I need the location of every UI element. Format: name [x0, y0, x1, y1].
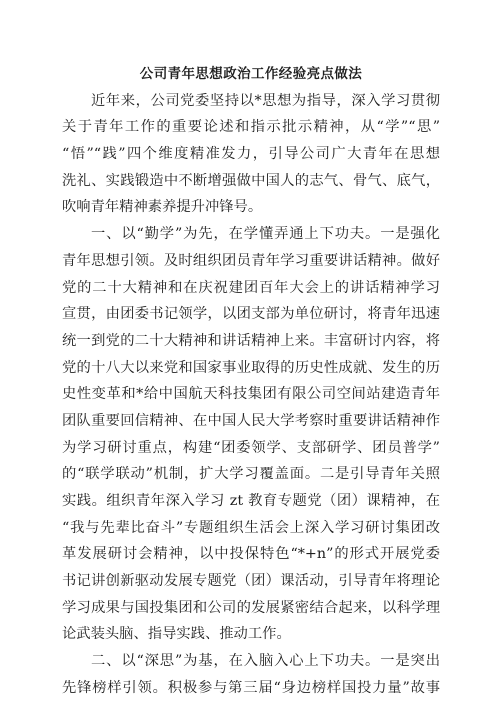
text-line: 书记讲创新驱动发展专题党（团）课活动，引导青年将理论 — [62, 573, 440, 590]
text-line: 先锋榜样引领。积极参与第三届“身边榜样国投力量”故事 — [62, 679, 440, 696]
text-line: 团队重要回信精神、在中国人民大学考察时重要讲话精神作 — [62, 412, 440, 429]
document-body — [62, 61, 440, 702]
paragraph-intro — [62, 88, 440, 221]
text-line: 史性变革和*给中国航天科技集团有限公司空间站建造青年 — [62, 386, 440, 403]
document-title: 公司青年思想政治工作经验亮点做法 — [139, 66, 363, 82]
text-line: 近年来，公司党委坚持以*思想为指导，深入学习贯彻 — [91, 92, 440, 109]
text-line: “悟”“践”四个维度精准发力，引导公司广大青年在思想 — [62, 146, 440, 163]
text-line: 一、以“勤学”为先，在学懂弄通上下功夫。一是强化 — [91, 226, 440, 243]
text-line: 革发展研讨会精神，以中投保特色“*+n”的形式开展党委 — [62, 546, 440, 563]
text-line: 论武装头脑、指导实践、推动工作。 — [62, 626, 291, 643]
text-line: 二、以“深思”为基，在入脑入心上下功夫。一是突出 — [91, 653, 440, 670]
text-line: 实践。组织青年深入学习 zt 教育专题党（团）课精神，在 — [62, 493, 440, 509]
text-line: “我与先辈比奋斗”专题组织生活会上深入学习研讨集团改 — [62, 519, 440, 536]
text-line: 关于青年工作的重要论述和指示批示精神，从“学”“思” — [62, 119, 440, 136]
text-line: 为学习研讨重点，构建“团委领学、支部研学、团员普学” — [62, 439, 440, 456]
text-line: 宣贯，由团委书记领学，以团支部为单位研讨，将青年迅速 — [62, 306, 440, 323]
text-line: 学习成果与国投集团和公司的发展紧密结合起来，以科学理 — [62, 599, 440, 616]
paragraph-section-1 — [62, 221, 440, 648]
text-line: 的“联学联动”机制，扩大学习覆盖面。二是引导青年关照 — [62, 466, 440, 483]
text-line: 党的十八大以来党和国家事业取得的历史性成就、发生的历 — [62, 359, 440, 376]
paragraph-section-2 — [62, 648, 440, 701]
text-line: 青年思想引领。及时组织团员青年学习重要讲话精神。做好 — [62, 252, 440, 269]
text-line: 洗礼、实践锻造中不断增强做中国人的志气、骨气、底气， — [62, 172, 440, 189]
text-line: 党的二十大精神和在庆祝建团百年大会上的讲话精神学习 — [62, 279, 440, 296]
text-line: 统一到党的二十大精神和讲话精神上来。丰富研讨内容，将 — [62, 332, 440, 349]
text-line: 吹响青年精神素养提升冲锋号。 — [62, 199, 263, 216]
